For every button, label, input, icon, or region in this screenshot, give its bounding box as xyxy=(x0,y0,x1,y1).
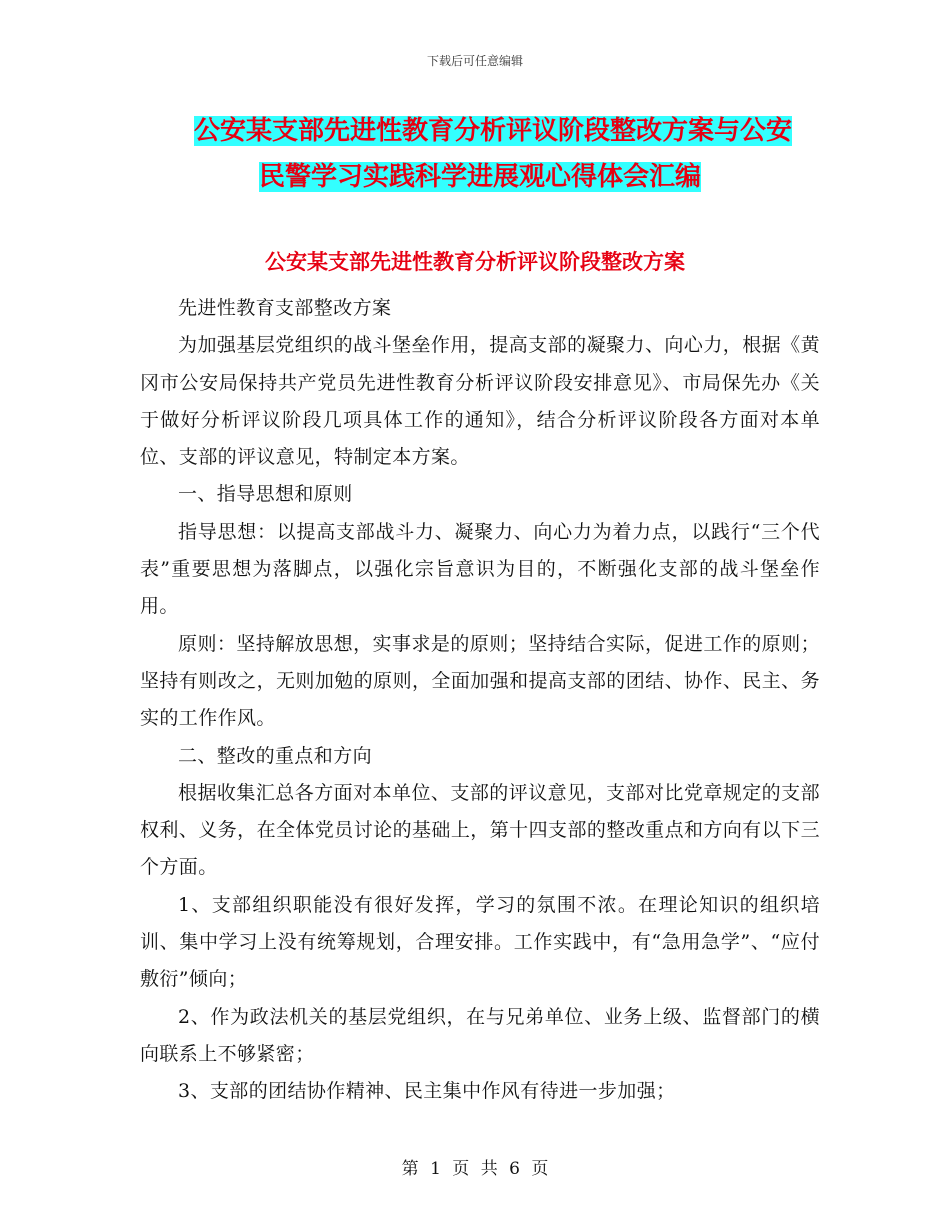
document-body xyxy=(140,290,820,1111)
paragraph-guiding-thought: 指导思想：以提高支部战斗力、凝聚力、向心力为着力点，以践行“三个代表”重要思想为落脚点，以强化宗旨意识为目的，不断强化支部的战斗堡垒作用。 xyxy=(140,520,820,618)
main-title-line-1-text: 公安某支部先进性教育分析评议阶段整改方案与公安 xyxy=(194,116,793,146)
page-header-note: 下载后可任意编辑 xyxy=(426,54,523,68)
paragraph-focus-intro: 根据收集汇总各方面对本单位、支部的评议意见，支部对比党章规定的支部权利、义务，在全体党员讨论的基础上，第十四支部的整改重点和方向有以下三个方面。 xyxy=(140,781,820,879)
section-title: 公安某支部先进性教育分析评议阶段整改方案 xyxy=(265,250,685,274)
heading-rectification-focus: 二、整改的重点和方向 xyxy=(178,744,373,767)
document-main-title xyxy=(140,108,820,200)
main-title-line-1 xyxy=(140,108,820,154)
paragraph-item-3: 3、支部的团结协作精神、民主集中作风有待进一步加强； xyxy=(178,1080,676,1103)
paragraph-item-1: 1、支部组织职能没有很好发挥，学习的氛围不浓。在理论知识的组织培训、集中学习上没有统筹规划，合理安排。工作实践中，有“急用急学”、“应付敷衍”倾向； xyxy=(140,893,820,991)
main-title-line-2 xyxy=(140,154,820,200)
paragraph-item-2: 2、作为政法机关的基层党组织，在与兄弟单位、业务上级、监督部门的横向联系上不够紧密； xyxy=(140,1005,820,1065)
paragraph-plan-name: 先进性教育支部整改方案 xyxy=(178,297,392,319)
paragraph-principles: 原则：坚持解放思想，实事求是的原则；坚持结合实际，促进工作的原则；坚持有则改之，无则加勉的原则，全面加强和提高支部的团结、协作、民主、务实的工作作风。 xyxy=(140,632,820,730)
heading-guiding-principles: 一、指导思想和原则 xyxy=(178,483,353,506)
main-title-line-2-text: 民警学习实践科学进展观心得体会汇编 xyxy=(258,162,701,192)
page-footer-number: 第 1 页 共 6 页 xyxy=(401,1159,549,1179)
paragraph-intro: 为加强基层党组织的战斗堡垒作用，提高支部的凝聚力、向心力，根据《黄冈市公安局保持共产党员先进性教育分析评议阶段安排意见》、市局保先办《关于做好分析评议阶段几项具体工作的通知》，结合分析评议阶段各方面对本单位、支部的评议意见，特制定本方案。 xyxy=(140,334,820,469)
